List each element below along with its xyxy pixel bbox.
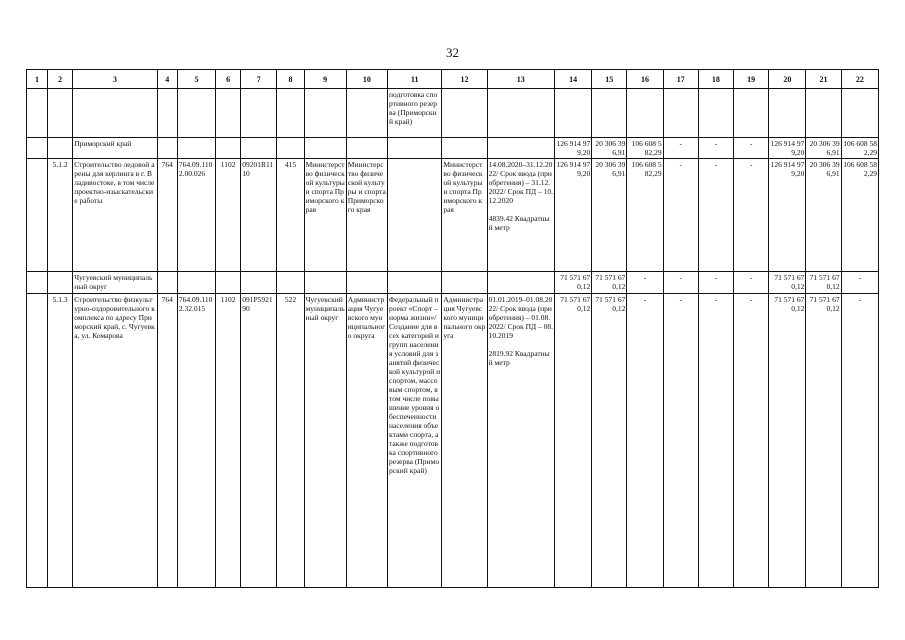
header-cell-3: 3 xyxy=(73,70,157,89)
table-cell xyxy=(442,272,487,294)
header-cell-17: 17 xyxy=(663,70,698,89)
table-cell-dash: - xyxy=(734,138,769,159)
table-cell-item-number: 5.1.2 xyxy=(48,159,73,272)
table-cell xyxy=(157,272,177,294)
header-cell-6: 6 xyxy=(216,70,241,89)
table-cell-amount: 71 571 670,12 xyxy=(806,272,841,294)
table-cell xyxy=(216,89,241,138)
table-cell xyxy=(241,272,277,294)
table-row-object xyxy=(27,294,879,588)
table-cell xyxy=(663,89,698,138)
table-cell-dash: - xyxy=(663,159,698,272)
table-cell-code: 09201R1110 xyxy=(241,159,277,272)
table-cell-organization: Министерство физической культуры и спорта Приморского края xyxy=(304,159,346,272)
table-cell-object-name: Строительство физкультурно-оздоровительного комплекса по адресу Приморский край, с. Чугуевка, ул. Комарова xyxy=(73,294,157,588)
table-cell-organization: Министерство физической культуры и спорта Приморского края xyxy=(442,159,487,272)
table-cell-dash: - xyxy=(698,159,733,272)
table-cell-dash: - xyxy=(734,272,769,294)
header-cell-19: 19 xyxy=(734,70,769,89)
table-cell-dash: - xyxy=(841,294,878,588)
table-cell xyxy=(27,138,48,159)
table-cell-dash: - xyxy=(627,294,663,588)
table-cell xyxy=(806,89,841,138)
table-cell-amount: 126 914 979,20 xyxy=(556,139,591,157)
table-cell-amount: 71 571 670,12 xyxy=(555,272,592,294)
table-cell-code: 522 xyxy=(277,294,304,588)
table-cell xyxy=(388,272,442,294)
table-cell-region-name: Приморский край xyxy=(73,138,157,159)
table-cell xyxy=(487,272,554,294)
program-table xyxy=(26,69,879,588)
table-cell xyxy=(487,89,554,138)
header-cell-21: 21 xyxy=(806,70,841,89)
table-cell-item-number: 5.1.3 xyxy=(48,294,73,588)
table-cell-region-name: Чугуевский муниципальный округ xyxy=(73,272,157,294)
table-cell-amount: 126 914 979,20 xyxy=(555,159,592,272)
table-cell xyxy=(157,89,177,138)
table-cell-amount: 71 571 670,12 xyxy=(592,272,627,294)
table-cell xyxy=(841,89,878,138)
table-cell-amount: 71 571 670,12 xyxy=(592,294,627,588)
header-cell-16: 16 xyxy=(627,70,663,89)
table-cell-code: 091P592190 xyxy=(241,294,277,588)
table-cell-amount: 20 306 396,91 xyxy=(592,138,627,159)
table-row-region xyxy=(27,138,879,159)
table-cell xyxy=(27,159,48,272)
table-cell-organization: Чугуевский муниципальный округ xyxy=(304,294,346,588)
table-cell-amount: 106 608 582,29 xyxy=(841,159,878,272)
table-cell-amount: 106 608 582,29 xyxy=(841,138,878,159)
capacity-text: 4839.42 Квадратный метр xyxy=(488,214,550,232)
table-cell xyxy=(73,89,157,138)
table-cell xyxy=(216,272,241,294)
table-cell xyxy=(241,138,277,159)
table-row-region xyxy=(27,272,879,294)
table-cell xyxy=(734,89,769,138)
table-cell xyxy=(304,89,346,138)
table-cell-dash: - xyxy=(663,294,698,588)
table-cell-amount: 106 608 582,29 xyxy=(627,138,663,159)
table-cell xyxy=(442,138,487,159)
table-cell-goal: подготовка спортивного резерва (Приморский край) xyxy=(388,89,442,138)
header-cell-12: 12 xyxy=(442,70,487,89)
table-cell-organization: Администрация Чугуевского муниципального округа xyxy=(346,294,387,588)
table-cell-object-name: Строительство ледовой арены для керлинга в г. Владивостоке, в том числе проектно-изыскательские работы xyxy=(73,159,157,272)
table-cell xyxy=(48,138,73,159)
table-cell-dash: - xyxy=(698,138,733,159)
table-cell-amount: 71 571 670,12 xyxy=(806,294,841,588)
header-cell-8: 8 xyxy=(277,70,304,89)
table-cell xyxy=(769,89,806,138)
table-cell xyxy=(555,89,592,138)
table-cell xyxy=(48,89,73,138)
schedule-text: 01.01.2019–01.08.2022/ Срок ввода (приобретения) – 01.08.2022/ Срок ПД – 08.10.2019 xyxy=(488,295,553,340)
table-cell xyxy=(48,272,73,294)
header-row xyxy=(27,70,879,89)
table-cell xyxy=(627,89,663,138)
table-cell-dash: - xyxy=(698,294,733,588)
header-cell-18: 18 xyxy=(698,70,733,89)
header-cell-13: 13 xyxy=(487,70,554,89)
table-cell xyxy=(698,89,733,138)
table-cell-amount: 71 571 670,12 xyxy=(769,272,806,294)
table-cell-code: 764 xyxy=(157,294,177,588)
table-cell-dash: - xyxy=(734,159,769,272)
table-cell-amount: 126 914 979,20 xyxy=(770,139,805,157)
table-cell-schedule xyxy=(487,159,554,272)
table-cell xyxy=(177,89,215,138)
table-cell-amount: 126 914 979,20 xyxy=(769,159,806,272)
header-cell-5: 5 xyxy=(177,70,215,89)
page-number: 32 xyxy=(446,45,459,60)
table-cell-amount: 71 571 670,12 xyxy=(555,294,592,588)
table-cell xyxy=(177,272,215,294)
table-cell-code: 1102 xyxy=(216,294,241,588)
header-cell-11: 11 xyxy=(388,70,442,89)
capacity-text: 2819.92 Квадратный метр xyxy=(488,349,550,367)
table-cell-dash: - xyxy=(841,272,878,294)
table-cell xyxy=(346,89,387,138)
table-cell xyxy=(241,89,277,138)
header-cell-10: 10 xyxy=(346,70,387,89)
table-cell-code: 764 xyxy=(157,159,177,272)
table-cell-dash: - xyxy=(734,294,769,588)
table-cell xyxy=(277,138,304,159)
table-cell-amount: 106 608 582,29 xyxy=(627,159,663,272)
table-cell-dash: - xyxy=(627,272,663,294)
table-cell xyxy=(304,138,346,159)
header-cell-1: 1 xyxy=(27,70,48,89)
table-cell xyxy=(216,138,241,159)
header-cell-4: 4 xyxy=(157,70,177,89)
schedule-text: 14.08.2020–31.12.2022/ Срок ввода (приобретения) – 31.12.2022/ Срок ПД – 10.12.2020 xyxy=(488,160,553,205)
table-row xyxy=(27,89,879,138)
table-cell-goal xyxy=(388,159,442,272)
table-cell xyxy=(346,138,387,159)
table-cell-code: 764.09.1102.32.015 xyxy=(177,294,215,588)
table-cell xyxy=(346,272,387,294)
table-cell xyxy=(277,272,304,294)
table-cell xyxy=(157,138,177,159)
table-cell-code: 415 xyxy=(277,159,304,272)
table-row-object xyxy=(27,159,879,272)
table-cell-goal: Федеральный проект «Спорт – норма жизни»/Создание для всех категорий и групп населения условий для занятий физической культурой и спортом, массовым спортом, в том числе повышение уровня обеспеченности населения объектами спорта, а также подготовка спортивного резерва (Приморский край) xyxy=(388,294,442,588)
table-cell-organization: Министерство физической культуры и спорта Приморского края xyxy=(346,159,387,272)
header-cell-20: 20 xyxy=(769,70,806,89)
table-cell-dash: - xyxy=(663,138,698,159)
table-cell xyxy=(27,89,48,138)
table-cell-organization: Администрация Чугуевского муниципального округа xyxy=(442,294,487,588)
table-cell xyxy=(27,294,48,588)
table-cell-schedule xyxy=(487,294,554,588)
table-cell xyxy=(442,89,487,138)
table-cell-amount: 20 306 396,91 xyxy=(592,159,627,272)
header-cell-14: 14 xyxy=(555,70,592,89)
table-cell xyxy=(177,138,215,159)
header-cell-22: 22 xyxy=(841,70,878,89)
table-cell-code: 764.09.1102.00.026 xyxy=(177,159,215,272)
header-cell-15: 15 xyxy=(592,70,627,89)
table-cell-amount: 71 571 670,12 xyxy=(769,294,806,588)
table-cell xyxy=(592,89,627,138)
table-cell xyxy=(388,138,442,159)
table-cell-amount: 20 306 396,91 xyxy=(806,138,841,159)
table-cell-amount: 20 306 396,91 xyxy=(806,159,841,272)
header-cell-7: 7 xyxy=(241,70,277,89)
header-cell-2: 2 xyxy=(48,70,73,89)
table-cell-dash: - xyxy=(663,272,698,294)
table-cell-code: 1102 xyxy=(216,159,241,272)
table-cell xyxy=(304,272,346,294)
table-cell xyxy=(277,89,304,138)
header-cell-9: 9 xyxy=(304,70,346,89)
table-cell xyxy=(27,272,48,294)
table-cell-dash: - xyxy=(698,272,733,294)
table-cell xyxy=(487,138,554,159)
